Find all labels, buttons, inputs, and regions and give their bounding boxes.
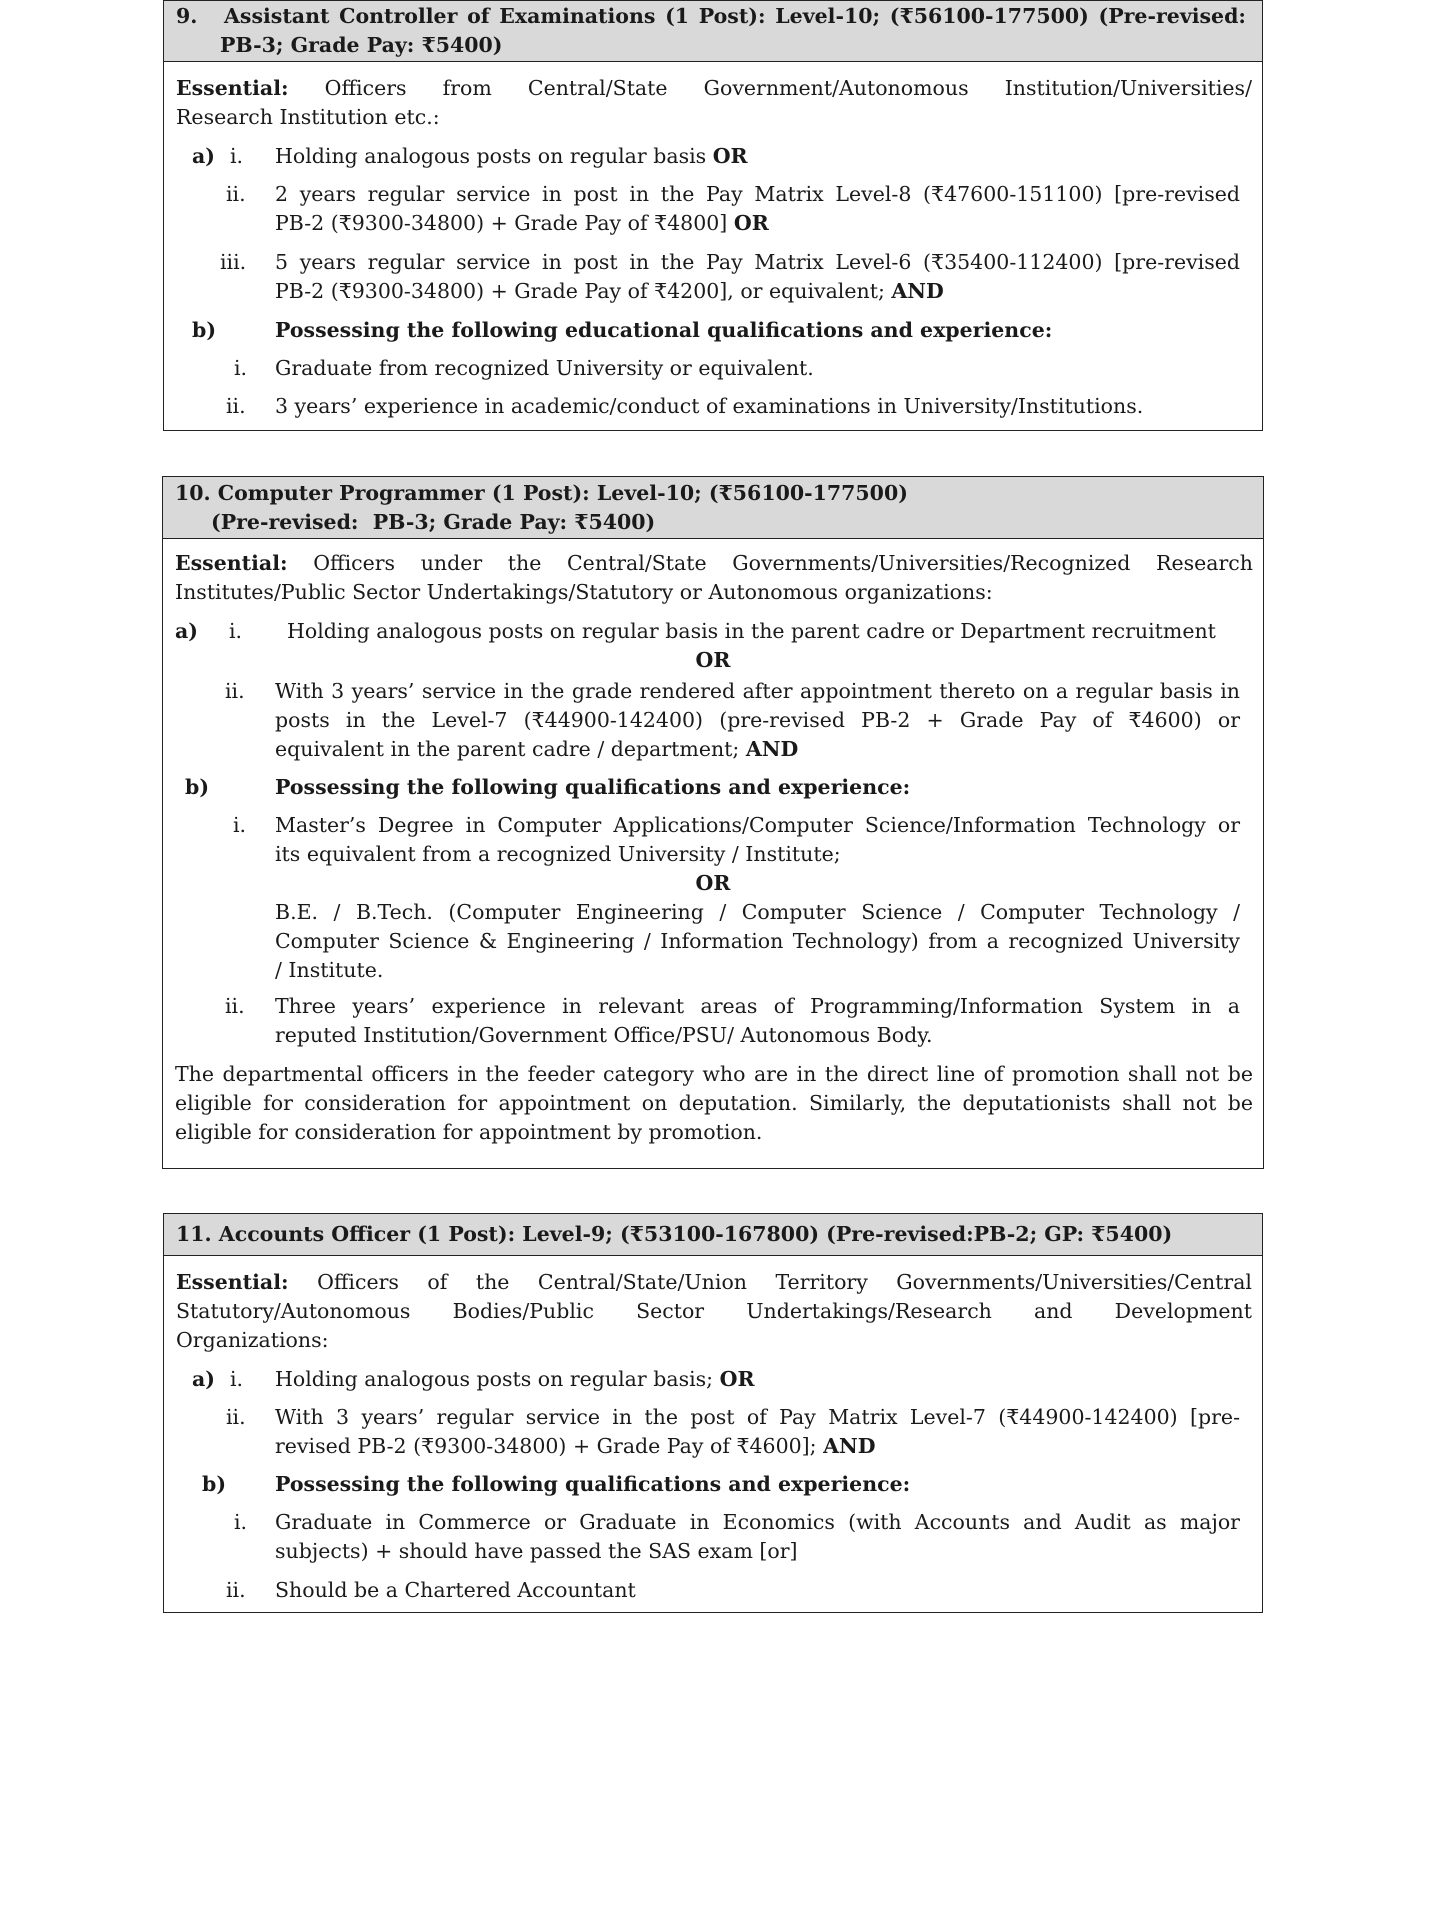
section-11-essential-line2: Statutory/Autonomous Bodies/Public Sector Undertakings/Research and Development (176, 1299, 1252, 1323)
section-10-b-i-line2: its equivalent from a recognized University / Institute; (275, 842, 841, 866)
section-9-box (163, 0, 1263, 431)
section-10-note-line3: eligible for consideration for appointment by promotion. (175, 1120, 763, 1144)
section-11-b-label: b) (202, 1472, 227, 1496)
section-9-essential-line2: Research Institution etc.: (176, 105, 440, 129)
item-connector: AND (823, 1434, 876, 1458)
section-11-b-heading: Possessing the following qualifications and experience: (275, 1472, 911, 1496)
section-11-a-ii-line2 (275, 1432, 876, 1461)
section-10-note-line1: The departmental officers in the feeder category who are in the direct line of promotion shall not be (175, 1062, 1253, 1086)
section-9-a-i-text (275, 142, 748, 171)
section-9-a-iii-line2 (275, 277, 944, 306)
item-connector: AND (891, 279, 944, 303)
section-11-a-label: a) (192, 1367, 215, 1391)
section-9-b-ii-text: 3 years’ experience in academic/conduct of examinations in University/Institutions. (275, 394, 1144, 418)
section-11-a-i-text (275, 1365, 755, 1394)
section-10-a-ii-line1: With 3 years’ service in the grade rendered after appointment thereto on a regular basis in (275, 679, 1240, 703)
section-9-essential (176, 74, 1252, 103)
item-text: equivalent in the parent cadre / department; (275, 737, 740, 761)
essential-label: Essential: (176, 76, 289, 100)
section-9-a-label: a) (192, 144, 215, 168)
section-10-a-label: a) (175, 619, 198, 643)
section-11-b-i-line1: Graduate in Commerce or Graduate in Economics (with Accounts and Audit as major (275, 1510, 1240, 1534)
section-10-b-ii-line2: reputed Institution/Government Office/PSU/ Autonomous Body. (275, 1023, 933, 1047)
section-9-b-i-num: i. (234, 356, 248, 380)
section-10-b-ii-line1: Three years’ experience in relevant areas of Programming/Information System in a (275, 994, 1240, 1018)
section-10-b-heading: Possessing the following qualifications and experience: (275, 775, 911, 799)
section-9-a-i-num: i. (230, 144, 244, 168)
section-11-a-ii-num: ii. (226, 1405, 246, 1429)
section-9-a-ii-line1: 2 years regular service in post in the Pay Matrix Level-8 (₹47600-151100) [pre-revised (275, 182, 1240, 206)
item-text: PB-2 (₹9300-34800) + Grade Pay of ₹4800] (275, 211, 728, 235)
item-text: Holding analogous posts on regular basis; (275, 1367, 714, 1391)
section-10-a-ii-line2: posts in the Level-7 (₹44900-142400) (pre-revised PB-2 + Grade Pay of ₹4600) or (275, 708, 1240, 732)
section-11-header (164, 1214, 1262, 1256)
section-10-title-line1: 10. Computer Programmer (1 Post): Level-10; (₹56100-177500) (175, 481, 908, 505)
section-10-b-i-line1: Master’s Degree in Computer Applications/Computer Science/Information Technology or (275, 813, 1240, 837)
section-10-header (163, 477, 1263, 539)
section-10-b-i-num: i. (233, 813, 247, 837)
section-11-a-i-num: i. (230, 1367, 244, 1391)
section-11-b-i-num: i. (234, 1510, 248, 1534)
essential-label: Essential: (175, 551, 288, 575)
section-11-box (163, 1213, 1263, 1613)
section-9-number: 9. (176, 4, 198, 28)
section-9-b-i-text: Graduate from recognized University or equivalent. (275, 356, 814, 380)
section-9-title-line2: PB-3; Grade Pay: ₹5400) (220, 33, 503, 57)
section-10-note-line2: eligible for consideration for appointment on deputation. Similarly, the deputationists shall not be (175, 1091, 1253, 1115)
section-11-b-ii-num: ii. (226, 1578, 246, 1602)
section-10-essential-line2: Institutes/Public Sector Undertakings/Statutory or Autonomous organizations: (175, 580, 993, 604)
section-11-essential-line3: Organizations: (176, 1328, 329, 1352)
section-10-a-i-num: i. (229, 619, 243, 643)
section-9-a-ii-line2 (275, 209, 769, 238)
section-9-a-iii-num: iii. (220, 250, 247, 274)
item-connector: OR (733, 211, 769, 235)
section-9-b-heading: Possessing the following educational qualifications and experience: (275, 318, 1053, 342)
section-10-b-i-line4: Computer Science & Engineering / Information Technology) from a recognized University (275, 929, 1240, 953)
section-9-header (164, 1, 1262, 62)
essential-text: Officers under the Central/State Governments/Universities/Recognized Research (313, 551, 1253, 575)
section-10-box (162, 476, 1264, 1169)
section-9-title-line1: Assistant Controller of Examinations (1 Post): Level-10; (₹56100-177500) (Pre-revised: (224, 4, 1246, 28)
essential-label: Essential: (176, 1270, 289, 1294)
item-text: PB-2 (₹9300-34800) + Grade Pay of ₹4200], or equivalent; (275, 279, 885, 303)
section-10-title-line2: (Pre-revised: PB-3; Grade Pay: ₹5400) (211, 510, 656, 534)
section-10-essential (175, 549, 1253, 578)
section-10-or-2: OR (695, 871, 731, 895)
section-9-b-label: b) (192, 318, 217, 342)
item-text: revised PB-2 (₹9300-34800) + Grade Pay of ₹4600]; (275, 1434, 817, 1458)
item-connector: OR (719, 1367, 755, 1391)
essential-text: Officers of the Central/State/Union Territory Governments/Universities/Central (317, 1270, 1252, 1294)
section-11-a-ii-line1: With 3 years’ regular service in the post of Pay Matrix Level-7 (₹44900-142400) [pre- (275, 1405, 1240, 1429)
section-10-b-label: b) (185, 775, 210, 799)
item-connector: OR (712, 144, 748, 168)
section-11-b-ii-text: Should be a Chartered Accountant (275, 1578, 636, 1602)
essential-text: Officers from Central/State Government/Autonomous Institution/Universities/ (324, 76, 1252, 100)
section-10-a-ii-line3 (275, 735, 798, 764)
section-10-b-i-line5: / Institute. (275, 958, 384, 982)
section-9-a-iii-line1: 5 years regular service in post in the Pay Matrix Level-6 (₹35400-112400) [pre-revised (275, 250, 1240, 274)
section-11-b-i-line2: subjects) + should have passed the SAS exam [or] (275, 1539, 798, 1563)
item-connector: AND (745, 737, 799, 761)
section-11-title: 11. Accounts Officer (1 Post): Level-9; (₹53100-167800) (Pre-revised:PB-2; GP: ₹5400) (176, 1222, 1173, 1246)
section-10-a-i-text: Holding analogous posts on regular basis in the parent cadre or Department recruitment (287, 619, 1216, 643)
section-10-a-ii-num: ii. (225, 679, 245, 703)
section-11-essential (176, 1268, 1252, 1297)
section-10-or-1: OR (695, 648, 731, 672)
section-10-b-i-line3: B.E. / B.Tech. (Computer Engineering / Computer Science / Computer Technology / (275, 900, 1240, 924)
item-text: Holding analogous posts on regular basis (275, 144, 707, 168)
section-9-a-ii-num: ii. (226, 182, 246, 206)
section-9-b-ii-num: ii. (226, 394, 246, 418)
section-10-b-ii-num: ii. (225, 994, 245, 1018)
